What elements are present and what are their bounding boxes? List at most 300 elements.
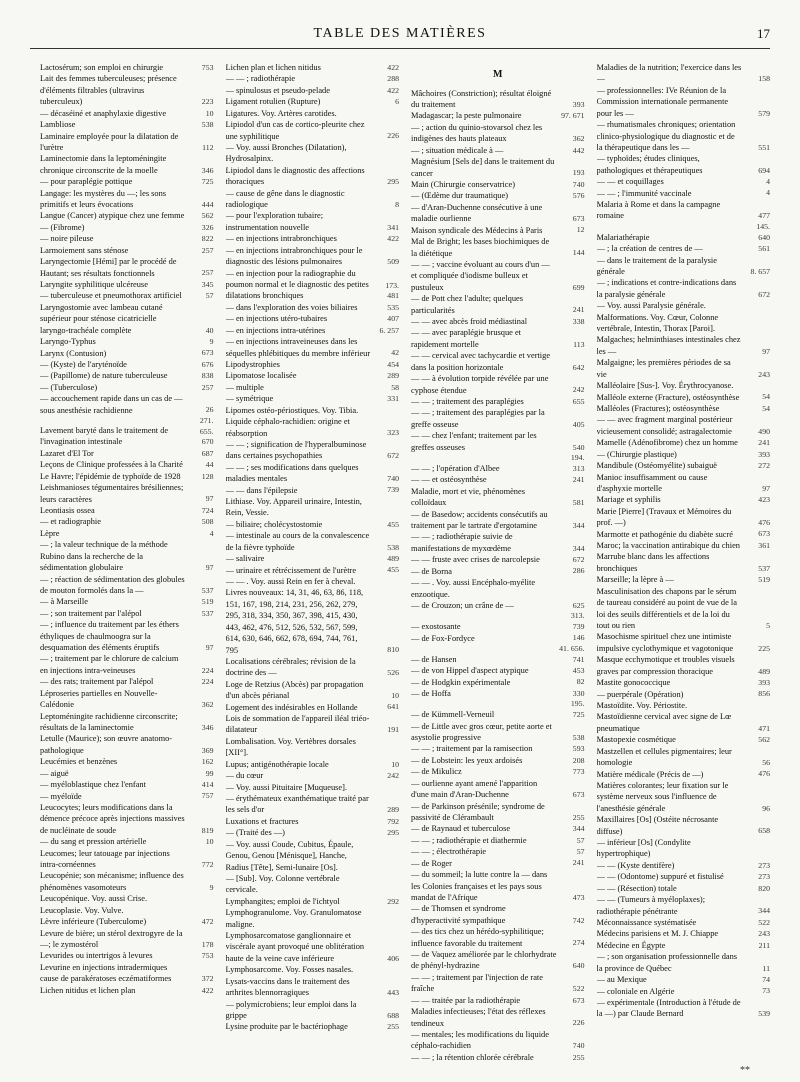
entry-text: — à Marseille: [40, 597, 88, 607]
entry-text: — — (Résection) totale: [596, 883, 677, 893]
entry-page-ref: 338: [572, 316, 585, 326]
entry-page-ref: 57: [576, 847, 585, 857]
entry-text: — de Pott chez l'adulte; quelques particularités: [411, 294, 523, 315]
entry-page-ref: 414: [201, 779, 214, 789]
index-entry: [411, 778, 585, 801]
entry-text: Lavement baryté dans le traitement de l'invagination intestinale: [40, 426, 169, 447]
entry-page-ref: 537: [201, 608, 214, 618]
entry-text: Leucémies et benzènes: [40, 757, 118, 767]
entry-page-ref: 191: [387, 725, 399, 735]
index-entry: [226, 439, 400, 462]
entry-page-ref: 208: [572, 755, 585, 765]
entry-text: — — ; traitement des paraplégies: [411, 396, 524, 406]
entry-text: Masculinisation des chapons par le sérum de taureau considéré au point de vue de la loi des seuils différentiels et de la loi du tout ou rien: [596, 586, 737, 631]
index-entry: [411, 801, 585, 824]
entry-page-ref: 405: [572, 419, 585, 429]
entry-page-ref: 473: [572, 892, 585, 902]
entry-text: — du sang et pression artérielle: [40, 837, 147, 847]
entry-text: — puerpérale (Opération): [596, 689, 684, 699]
entry-text: — ; indications et contre-indications dans la paralysie générale: [596, 278, 737, 299]
entry-page-ref: 490: [758, 426, 770, 436]
entry-text: Lysats-vaccins dans le traitement des arthrites blennorragiques: [225, 976, 350, 998]
entry-text: — salivaire: [225, 554, 265, 564]
index-entry: [411, 88, 585, 111]
entry-page-ref: 538: [201, 119, 214, 129]
entry-text: — dans l'exploration des voies biliaires: [225, 302, 358, 312]
index-entry: [226, 930, 400, 964]
entry-text: — de Kümmell-Verneuil: [411, 710, 495, 720]
page-number: 17: [757, 26, 770, 41]
index-entry: [226, 142, 400, 165]
entry-page-ref: 362: [201, 699, 214, 709]
index-entry: [411, 633, 585, 644]
index-entry: [597, 380, 771, 391]
entry-page-ref: 562: [201, 211, 214, 221]
index-entry: [40, 233, 214, 244]
entry-page-ref: 625: [572, 600, 585, 610]
entry-page-ref: 241: [572, 475, 585, 485]
entry-page-ref: 10: [391, 759, 399, 769]
entry-text: — noire pileuse: [40, 234, 94, 244]
entry-text: — — avec paraplégie brusque et rapidement mortelle: [411, 328, 521, 349]
entry-page-ref: 509: [387, 257, 399, 266]
index-entry: [40, 256, 214, 279]
index-entry: [411, 721, 585, 744]
index-column-3: [411, 62, 585, 1067]
entry-page-ref: 286: [572, 566, 585, 576]
entry-page-ref: 472: [201, 916, 214, 926]
entry-text: — ourlienne ayant amené l'apparition d'une main d'Aran-Duchenne: [411, 778, 538, 800]
index-column-2: [226, 62, 400, 1067]
entry-text: — (Kyste) de l'aryténoïde: [40, 359, 127, 369]
index-entry: [40, 348, 214, 359]
entry-page-ref: 673: [758, 529, 770, 539]
entry-page-ref: 792: [387, 816, 399, 826]
entry-text: — — ; radiothérapie suivie de manifestations de myxœdème: [411, 532, 513, 553]
entry-text: Lombalisation. Voy. Vertèbres dorsales [XII°].: [225, 736, 356, 758]
entry-text: — de Hansen: [411, 654, 457, 664]
entry-text: Méconnaissance systématisée: [596, 917, 697, 927]
entry-text: Leptoméningite rachidienne circonscrite; résultats de la laminectomie: [40, 711, 178, 732]
entry-text: — — (Odontome) suppuré et fistulisé: [596, 872, 724, 882]
index-entry: [597, 403, 771, 414]
index-entry: [411, 145, 585, 156]
entry-text: — aiguë: [40, 768, 69, 778]
entry-page-ref: 292: [387, 896, 399, 906]
index-entry: [226, 1021, 400, 1032]
entry-text: — des rats; traitement par l'alépol: [40, 677, 154, 687]
entry-page-ref: 144: [572, 248, 585, 258]
index-entry: [226, 736, 400, 759]
index-entry: [597, 997, 771, 1020]
entry-text: — biliaire; cholécystostomie: [225, 519, 323, 529]
entry-page-ref: 753: [201, 62, 214, 72]
entry-page-ref: 453: [572, 665, 585, 675]
entry-text: — de Borna: [411, 566, 452, 576]
entry-text: — décaséiné et anaphylaxie digestive: [40, 108, 167, 118]
index-entry: [597, 917, 771, 928]
entry-page-ref: 10: [205, 837, 214, 847]
entry-text: Malléolaire [Sus-]. Voy. Érythrocyanose.: [596, 381, 734, 391]
entry-page-ref: 225: [758, 643, 770, 653]
entry-page-ref: 489: [387, 553, 399, 563]
index-entry: [411, 259, 585, 293]
entry-text: — ; la création de centres de —: [596, 244, 703, 254]
entry-page-ref: 257: [201, 268, 214, 278]
entry-page-ref: 539: [758, 1009, 770, 1019]
entry-page-ref: 687: [201, 448, 214, 458]
entry-page-ref: 655: [572, 396, 585, 406]
index-entry: [597, 940, 771, 951]
entry-text: Lactosérum; son emploi en chirurgie: [40, 63, 164, 72]
index-entry: [597, 700, 771, 711]
entry-text: Lymphangites; emploi de l'ichtyol: [225, 896, 340, 906]
entry-text: Langage: les mystères du —; les sons primitifs et leurs évocations: [40, 188, 167, 210]
page-header: [30, 18, 770, 49]
index-entry: [411, 407, 585, 430]
entry-text: — cause de gêne dans le diagnostic radiologique: [225, 188, 345, 210]
entry-page-ref: 4: [766, 188, 770, 198]
entry-page-ref: 694: [758, 165, 770, 175]
index-entry: [226, 782, 400, 793]
index-entry: [597, 85, 771, 119]
entry-text: Maladie, mort et vie, phénomènes colloïdaux: [411, 486, 525, 508]
entry-page-ref: 772: [201, 859, 214, 869]
entry-text: — — et coquillages: [596, 177, 664, 187]
entry-page-ref: 739: [387, 485, 399, 495]
entry-page-ref: 724: [201, 505, 214, 515]
entry-text: — de Mikulicz: [411, 767, 462, 777]
entry-page-ref: 242: [572, 385, 585, 395]
entry-page-ref: 535: [387, 302, 399, 312]
index-entry: [411, 396, 585, 407]
entry-page-ref: 26: [205, 405, 214, 415]
entry-page-ref: 162: [201, 757, 214, 767]
index-entry: [40, 245, 214, 256]
entry-page-ref: 5: [766, 620, 770, 630]
index-entry: [597, 677, 771, 688]
entry-text: Levure de bière; un stérol dextrogyre de la —; le zymostérol: [40, 928, 183, 949]
index-entry: [40, 848, 214, 871]
entry-text: — — ; traitement par la ramisection: [411, 744, 533, 754]
entry-page-ref: 8: [395, 199, 399, 209]
entry-page-ref: 538: [387, 542, 399, 552]
index-entry: [226, 359, 400, 370]
entry-page-ref: 6. 257: [379, 325, 399, 335]
entry-text: — ; situation médicale à —: [411, 145, 504, 155]
index-entry: [411, 293, 585, 316]
entry-text: Lèpre: [40, 528, 60, 538]
entry-text: Mastopexie cosmétique: [596, 735, 676, 745]
entry-text: — typhoïdes; études cliniques, pathologiques et thérapeutiques: [596, 154, 703, 175]
index-entry: [597, 414, 771, 437]
entry-text: Lambliose: [40, 120, 76, 130]
index-entry: [597, 312, 771, 335]
index-entry: [411, 486, 585, 509]
entry-text: — et radiographie: [40, 517, 101, 527]
index-entry: [597, 176, 771, 187]
entry-page-ref: 226: [387, 131, 399, 141]
index-entry: [597, 119, 771, 153]
index-entry: [226, 793, 400, 816]
entry-text: Mariage et syphilis: [596, 495, 661, 505]
entry-page-ref: 96: [762, 803, 770, 813]
index-entry: [411, 474, 585, 485]
index-entry: [226, 85, 400, 96]
entry-text: Lait des femmes tuberculeuses; présence d'éléments filtrables (ultravirus tuberculeux): [40, 74, 177, 107]
entry-text: — (Tuberculose): [40, 382, 98, 392]
index-entry: [597, 883, 771, 894]
entry-text: — — ; traitement par l'injection de rate fraîche: [411, 972, 543, 994]
entry-page-ref: 178: [201, 939, 214, 949]
entry-text: — inférieur [Os] (Condylite hypertrophique): [596, 838, 691, 859]
entry-page-ref: 97: [762, 346, 770, 356]
entry-text: Laryngo-Typhus: [40, 337, 96, 347]
entry-text: Malariathérapie: [596, 232, 650, 242]
index-entry: [411, 566, 585, 577]
entry-page-ref: 97: [205, 562, 214, 572]
entry-page-ref: 6: [395, 97, 399, 107]
entry-page-ref: 362: [572, 134, 585, 144]
entry-page-ref: 640: [572, 961, 585, 971]
index-entry: [226, 496, 400, 519]
entry-text: Malgaigne; les premières périodes de sa vie: [596, 358, 731, 379]
entry-page-ref: 422: [387, 234, 399, 244]
entry-text: — érythémateux exanthématique traité par les sels d'or: [225, 794, 369, 815]
entry-text: Laryngite syphilitique ulcéreuse: [40, 280, 148, 290]
index-entry: [40, 711, 214, 734]
entry-page-ref: 323: [387, 428, 399, 438]
index-entry: [226, 416, 400, 439]
entry-text: — en injections utéro-tubaires: [225, 314, 328, 324]
entry-text: Lois de sommation de l'appareil iléal triéo-dilatateur: [225, 714, 370, 735]
entry-page-ref: 346: [201, 165, 214, 175]
entry-text: — Voy. aussi Paralysie générale.: [596, 301, 706, 311]
index-entry: [226, 165, 400, 188]
index-entry: [597, 951, 771, 974]
index-entry: [40, 482, 214, 505]
entry-page-ref: 9: [209, 336, 214, 346]
index-entry: [597, 780, 771, 814]
entry-text: Larynx (Contusion): [40, 348, 107, 358]
entry-page-ref: 346: [201, 722, 214, 732]
index-entry: [226, 370, 400, 381]
entry-text: — — fruste avec crises de narcolepsie: [411, 555, 540, 565]
index-entry: [226, 268, 400, 302]
entry-text: — accouchement rapide dans un cas de — sous anesthésie rachidienne: [40, 394, 183, 415]
entry-text: — (Œdème dur traumatique): [411, 191, 508, 201]
index-entry: [40, 688, 214, 711]
index-entry: [226, 462, 400, 485]
entry-page-ref: 40: [205, 325, 214, 335]
entry-page-ref: 241: [572, 858, 585, 868]
entry-page-ref: 522: [758, 917, 770, 927]
entry-text: Lipomes ostéo-périostiques. Voy. Tibia.: [225, 405, 359, 415]
entry-page-ref: 194. 313: [570, 453, 585, 473]
entry-text: Logement des indésirables en Hollande: [225, 702, 358, 712]
index-entry: [597, 472, 771, 495]
entry-page-ref: 223: [201, 97, 214, 107]
entry-page-ref: 476: [758, 518, 770, 528]
index-entry: [40, 176, 214, 187]
entry-page-ref: 57: [205, 291, 214, 301]
entry-page-ref: 576: [572, 191, 585, 201]
entry-page-ref: 537: [758, 563, 770, 573]
entry-text: — — ; ses modifications dans quelques maladies mentales: [225, 462, 359, 484]
entry-text: Malléole externe (Fracture), ostéosynthèse: [596, 392, 740, 402]
entry-page-ref: 313. 739: [570, 611, 585, 631]
entry-text: Loge de Retzius (Abcès) par propagation d'un abcès périanal: [225, 679, 364, 701]
entry-page-ref: 407: [387, 314, 399, 324]
index-entry: [597, 277, 771, 300]
index-columns: [40, 62, 770, 1067]
entry-text: — — ; l'immunité vaccinale: [596, 188, 692, 198]
entry-page-ref: 4: [209, 528, 214, 538]
index-entry: [40, 131, 214, 154]
entry-text: Mastoïdite. Voy. Périostite.: [596, 700, 688, 710]
index-entry: [40, 290, 214, 301]
index-entry: [40, 916, 214, 927]
entry-page-ref: 454: [387, 359, 399, 369]
entry-text: Main (Chirurgie conservatrice): [411, 179, 516, 189]
entry-page-ref: 551: [758, 142, 770, 152]
entry-text: — Voy. aussi Pituitaire [Muqueuse].: [225, 782, 348, 792]
index-entry: [411, 453, 585, 474]
index-entry: [226, 679, 400, 702]
entry-text: — polymicrobiens; leur emploi dans la grippe: [225, 999, 357, 1021]
index-entry: [226, 816, 400, 827]
index-entry: [597, 460, 771, 471]
entry-text: — (Chirurgie plastique): [596, 449, 677, 459]
entry-page-ref: 274: [572, 938, 585, 948]
entry-text: — en injections intrabronchiques: [225, 234, 337, 244]
entry-text: Maladies infectieuses; l'état des réflexes tendineux: [411, 1007, 546, 1028]
entry-page-ref: 369: [201, 745, 214, 755]
index-entry: [40, 505, 214, 516]
entry-page-ref: 241: [572, 305, 585, 315]
index-entry: [597, 689, 771, 700]
entry-text: Mal de Bright; les bases biochimiques de la diététique: [411, 237, 550, 258]
entry-text: — symétrique: [225, 394, 274, 404]
index-entry: [597, 334, 771, 357]
index-entry: [40, 302, 214, 336]
index-entry: [597, 506, 771, 529]
entry-text: — — ; radiothérapie et diathermie: [411, 835, 527, 845]
index-entry: [40, 382, 214, 393]
entry-page-ref: 158: [758, 74, 770, 84]
entry-text: Lichen plan et lichen nitidus: [225, 63, 321, 72]
entry-page-ref: 372: [201, 974, 214, 984]
index-entry: [226, 770, 400, 781]
index-entry: [226, 759, 400, 770]
entry-page-ref: 642: [572, 362, 585, 372]
entry-page-ref: 330: [572, 688, 585, 698]
entry-text: — de Crouzon; un crâne de —: [411, 600, 514, 610]
entry-text: Lupus; antigénothérapie locale: [225, 759, 329, 769]
index-entry: [411, 156, 585, 179]
index-entry: [597, 734, 771, 745]
index-entry: [597, 153, 771, 176]
entry-text: — ; la valeur technique de la méthode Rubino dans la recherche de la sédimentation globulaire: [40, 540, 168, 573]
entry-text: Masque ecchymotique et troubles visuels graves par compression thoracique: [596, 655, 735, 676]
entry-text: — pour paraplégie pottique: [40, 177, 133, 187]
entry-page-ref: 97: [762, 483, 770, 493]
index-entry: [40, 596, 214, 607]
entry-page-ref: 688: [387, 1010, 399, 1020]
index-entry: [411, 327, 585, 350]
entry-text: Lazaret d'El Tor: [40, 448, 94, 458]
index-entry: [597, 529, 771, 540]
entry-page-ref: 838: [201, 371, 214, 381]
entry-page-ref: 742: [572, 915, 585, 925]
entry-page-ref: 224: [201, 665, 214, 675]
entry-page-ref: 477: [758, 211, 770, 221]
index-entry: [411, 665, 585, 676]
index-entry: [226, 485, 400, 496]
entry-page-ref: 489: [758, 666, 770, 676]
index-entry: [40, 393, 214, 416]
entry-text: — de Lobstein: les yeux ardoisés: [411, 755, 523, 765]
entry-page-ref: 9: [209, 882, 214, 892]
index-entry: [226, 530, 400, 553]
entry-page-ref: 54: [762, 403, 770, 413]
index-entry: [411, 110, 585, 121]
entry-page-ref: 42: [391, 348, 399, 358]
entry-text: Mastzellen et cellules pigmentaires; leur homologie: [596, 746, 732, 768]
entry-page-ref: 522: [572, 984, 585, 994]
index-entry: [411, 554, 585, 565]
index-entry: [597, 631, 771, 654]
entry-page-ref: 508: [201, 517, 214, 527]
entry-text: — — . Voy. aussi Rein en fer à cheval.: [225, 576, 356, 586]
entry-text: Lysine produite par le bactériophage: [225, 1022, 348, 1032]
entry-text: Laryngectomie [Hémi] par le procédé de Hautant; ses résultats fonctionnels: [40, 257, 177, 278]
entry-text: — de von Hippel d'aspect atypique: [411, 666, 529, 676]
index-entry: [40, 791, 214, 802]
entry-page-ref: 257: [201, 245, 214, 255]
index-entry: [597, 974, 771, 985]
entry-text: — ; influence du traitement par les éthers éthyliques de chaulmoogra sur la desquamation des éléments éruptifs: [40, 620, 179, 653]
index-entry: [597, 711, 771, 734]
entry-page-ref: 562: [758, 735, 770, 745]
entry-text: Lipiodol dans le diagnostic des affections thoraciques: [225, 165, 365, 187]
entry-text: Levurides ou intertrigos à levures: [40, 951, 153, 961]
entry-text: Leontiasis ossea: [40, 505, 95, 515]
entry-page-ref: 128: [201, 471, 214, 481]
index-entry: [226, 964, 400, 975]
entry-text: Leishmanioses tégumentaires brésiliennes; leurs caractères: [40, 483, 184, 504]
index-entry: [411, 1052, 585, 1063]
entry-text: Matière médicale (Précis de —): [596, 769, 704, 779]
entry-page-ref: 526: [387, 668, 399, 678]
entry-page-ref: 422: [387, 62, 399, 72]
entry-page-ref: 455: [387, 565, 399, 575]
entry-page-ref: 519: [758, 575, 770, 585]
entry-page-ref: 255: [572, 812, 585, 822]
entry-page-ref: 242: [387, 770, 399, 780]
entry-text: — — à évolution torpide révélée par une cyphose étendue: [411, 374, 549, 395]
index-entry: [226, 565, 400, 576]
index-entry: [411, 644, 585, 665]
index-entry: [411, 316, 585, 327]
index-entry: [226, 519, 400, 530]
entry-page-ref: 579: [758, 108, 770, 118]
entry-page-ref: 57: [576, 835, 585, 845]
entry-text: Laminectomie dans la leptoméningite chronique circonscrite de la moelle: [40, 154, 167, 175]
index-entry: [411, 926, 585, 949]
entry-text: Larmoiement sans sténose: [40, 245, 129, 255]
index-entry: [411, 600, 585, 611]
